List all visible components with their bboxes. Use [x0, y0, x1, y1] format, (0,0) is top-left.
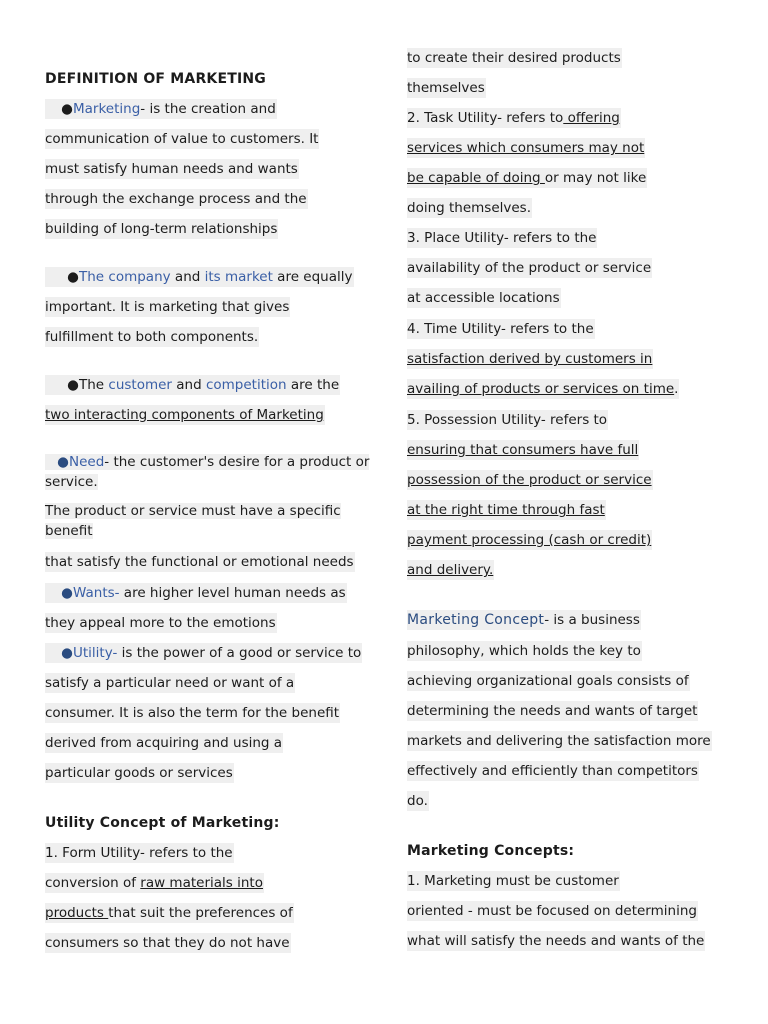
place-utility-line-3: at accessible locations: [407, 290, 560, 306]
time-utility-line-2: satisfaction derived by customers in: [407, 351, 653, 367]
marketing-concept-line-6: effectively and efficiently than competitors: [407, 763, 698, 779]
task-utility-line-1: 2. Task Utility- refers to offering: [407, 110, 620, 126]
heading-utility-concept: Utility Concept of Marketing:: [45, 815, 280, 831]
utility-line-5: particular goods or services: [45, 765, 233, 781]
marketing-concept-line-7: do.: [407, 793, 428, 809]
marketing-line-3: must satisfy human needs and wants: [45, 161, 298, 177]
bullet-wants: ●Wants- are higher level human needs as: [45, 583, 347, 603]
possession-utility-line-3: possession of the product or service: [407, 472, 652, 488]
customer-line-2: two interacting components of Marketing: [45, 407, 324, 423]
marketing-concept-line-2: philosophy, which holds the key to: [407, 643, 641, 659]
utility-line-2: satisfy a particular need or want of a: [45, 675, 295, 691]
form-utility-line-2: conversion of raw materials into: [45, 875, 263, 891]
bullet-icon: ●: [61, 645, 73, 661]
task-utility-line-4: doing themselves.: [407, 200, 532, 216]
concepts-line-3: what will satisfy the needs and wants of the: [407, 933, 705, 949]
term-wants: Wants-: [73, 585, 120, 601]
bullet-icon: ●: [57, 454, 69, 470]
term-the-company: The company: [79, 269, 171, 285]
term-marketing-concept: Marketing Concept: [407, 612, 545, 628]
time-utility-line-3: availing of products or services on time.: [407, 381, 679, 397]
bullet-icon: ●: [67, 377, 79, 393]
bullet-icon: ●: [67, 269, 79, 285]
task-utility-line-2: services which consumers may not: [407, 140, 645, 156]
place-utility-line-2: availability of the product or service: [407, 260, 652, 276]
term-need: Need: [69, 454, 105, 470]
term-marketing: Marketing: [73, 101, 141, 117]
utility-line-3: consumer. It is also the term for the benefit: [45, 705, 340, 721]
utility-line-4: derived from acquiring and using a: [45, 735, 283, 751]
marketing-concept-line-3: achieving organizational goals consists of: [407, 673, 689, 689]
term-utility: Utility-: [73, 645, 118, 661]
form-utility-cont-2: themselves: [407, 80, 485, 96]
bullet-utility: ●Utility- is the power of a good or service to: [45, 643, 362, 663]
form-utility-line-3: products that suit the preferences of: [45, 905, 293, 921]
time-utility-line-1: 4. Time Utility- refers to the: [407, 321, 594, 337]
concepts-line-1: 1. Marketing must be customer: [407, 873, 619, 889]
bullet-need: ●Need- the customer's desire for a product or service.: [45, 454, 370, 490]
bullet-company: ●The company and its market are equally: [45, 267, 354, 287]
form-utility-line-1: 1. Form Utility- refers to the: [45, 845, 233, 861]
concepts-line-2: oriented - must be focused on determining: [407, 903, 697, 919]
bullet-icon: ●: [61, 585, 73, 601]
term-competition: competition: [205, 377, 287, 393]
bullet-customer: ●The customer and competition are the: [45, 375, 340, 395]
marketing-concept-line-5: markets and delivering the satisfaction more: [407, 733, 711, 749]
possession-utility-line-4: at the right time through fast: [407, 502, 605, 518]
heading-marketing-concepts: Marketing Concepts:: [407, 843, 575, 859]
marketing-line-5: building of long-term relationships: [45, 221, 278, 237]
place-utility-line-1: 3. Place Utility- refers to the: [407, 230, 597, 246]
bullet-marketing: ●Marketing- is the creation and: [45, 99, 277, 119]
task-utility-line-3: be capable of doing or may not like: [407, 170, 647, 186]
need-line-3: that satisfy the functional or emotional needs: [45, 554, 354, 570]
wants-line-2: they appeal more to the emotions: [45, 615, 276, 631]
bullet-icon: ●: [61, 101, 73, 117]
company-line-3: fulfillment to both components.: [45, 329, 259, 345]
possession-utility-line-5: payment processing (cash or credit): [407, 532, 652, 548]
possession-utility-line-1: 5. Possession Utility- refers to: [407, 412, 608, 428]
company-line-2: important. It is marketing that gives: [45, 299, 290, 315]
form-utility-line-4: consumers so that they do not have: [45, 935, 290, 951]
marketing-concept-line-4: determining the needs and wants of target: [407, 703, 698, 719]
need-line-2: The product or service must have a specific benefit: [45, 503, 341, 539]
marketing-line-2: communication of value to customers. It: [45, 131, 319, 147]
possession-utility-line-6: and delivery.: [407, 562, 494, 578]
marketing-line-4: through the exchange process and the: [45, 191, 307, 207]
heading-definition-of-marketing: DEFINITION OF MARKETING: [45, 71, 266, 87]
term-customer: customer: [108, 377, 172, 393]
term-its-market: its market: [204, 269, 273, 285]
form-utility-cont-1: to create their desired products: [407, 50, 621, 66]
possession-utility-line-2: ensuring that consumers have full: [407, 442, 639, 458]
marketing-concept-line-1: Marketing Concept- is a business: [407, 612, 640, 628]
